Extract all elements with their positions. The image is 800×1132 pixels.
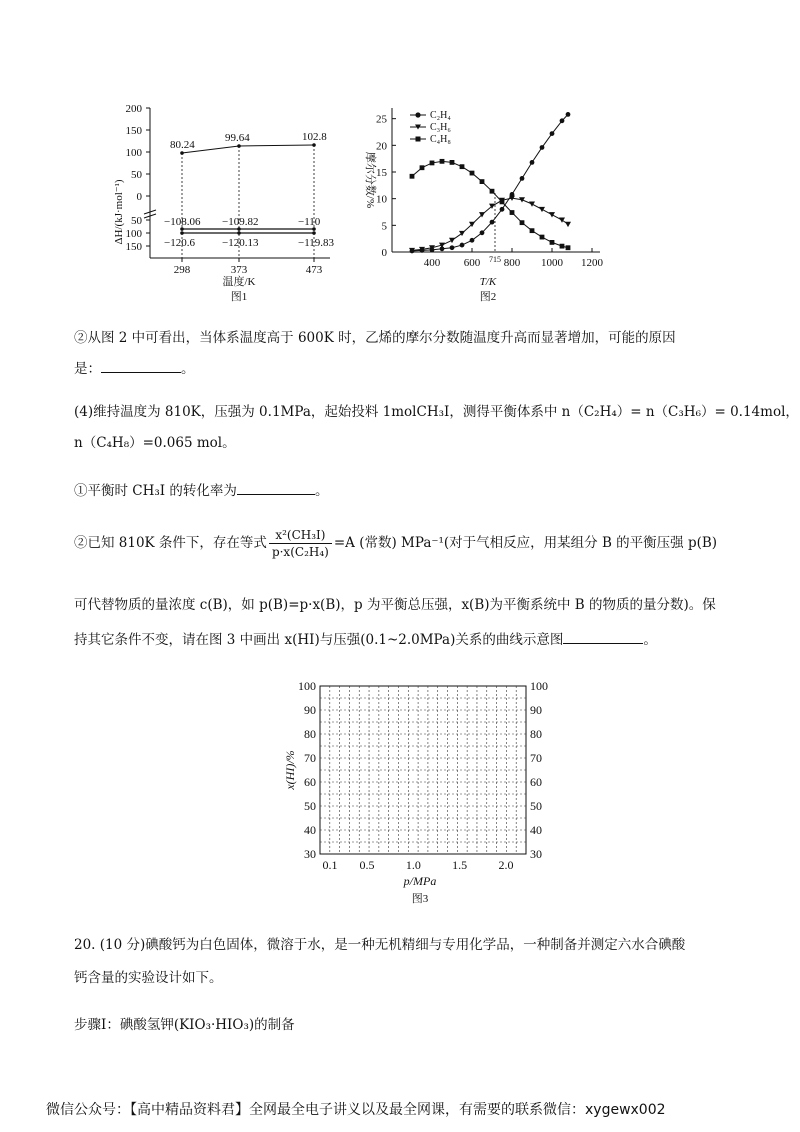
footer-note: 微信公众号：【高中精品资料君】全网最全电子讲义以及最全网课，有需要的联系微信：xygewx002: [46, 1102, 666, 1118]
data-point-C4H8: [520, 220, 525, 225]
data-point-C4H8: [440, 159, 445, 164]
figure-1: [100, 100, 340, 305]
data-point-C3H6: [565, 222, 571, 227]
legend-c2h4: C₂H₄: [430, 110, 451, 121]
data-point-C2H4: [560, 118, 565, 123]
y-tick-label: 50: [131, 169, 142, 181]
x-tick-label: 1200: [581, 257, 603, 269]
data-point-C4H8: [510, 210, 515, 215]
data-point-C4H8: [460, 164, 465, 169]
q4-line2: n（C₄H₈）=0.065 mol。: [74, 435, 236, 451]
y-tick-label-left: 60: [304, 775, 316, 789]
y-tick-label-left: 40: [304, 823, 316, 837]
data-point-C2H4: [460, 243, 465, 248]
fig3-xlabel: p/MPa: [403, 874, 437, 888]
q20-line1: 20. (10 分)碘酸钙为白色固体，微溶于水，是一种无机精细与专用化学品，一种制备并测定六水合碘酸: [74, 937, 686, 953]
y-tick-label: 150: [125, 241, 142, 253]
y-tick-label-right: 80: [530, 727, 542, 741]
fig1-low-label: −120.13: [222, 237, 259, 249]
fig1-point: [237, 231, 241, 235]
q2-line2: [74, 358, 195, 379]
data-point-C4H8: [566, 245, 571, 250]
data-point-C2H4: [470, 238, 475, 243]
step1-title: 步骤Ⅰ：碘酸氢钾(KIO₃·HIO₃)的制备: [74, 1017, 295, 1033]
x-tick-label: 0.1: [322, 858, 338, 872]
q2-suffix: 。: [181, 361, 195, 377]
q4b-line2: 可代替物质的量浓度 c(B)，如 p(B)=p·x(B)，p 为平衡总压强，x(B)为平衡系统中 B 的物质的量分数)。保: [74, 597, 716, 613]
fig2-xlabel: T/K: [479, 276, 497, 288]
q4-line1: (4)维持温度为 810K，压强为 0.1MPa，起始投料 1molCH₃I，测得平衡体系中 n（C₂H₄）= n（C₃H₆）= 0.14mol，: [74, 404, 799, 420]
x-tick-label: 1.5: [452, 858, 468, 872]
legend-c4h8: C₄H₈: [430, 134, 451, 145]
data-point-C2H4: [540, 145, 545, 150]
fig1-low-label: −119.83: [298, 237, 335, 249]
y-tick-label-right: 70: [530, 751, 542, 765]
y-tick-label: 5: [381, 220, 387, 233]
fig1-point: [312, 143, 316, 147]
fig1-upper-label: 80.24: [170, 139, 195, 151]
fraction-numerator: x²(CH₃I): [269, 527, 332, 544]
data-point-C4H8: [450, 160, 455, 165]
fig3-ylabel: x(HI)/%: [283, 750, 297, 790]
fig1-point: [312, 231, 316, 235]
data-point-C4H8: [530, 228, 535, 233]
y-tick-label: 150: [125, 125, 142, 137]
fig1-mid-label: −109.82: [222, 216, 259, 228]
fig1-mid-label: −108.06: [164, 216, 201, 228]
q4b-prefix: ②已知 810K 条件下，存在等式: [74, 535, 267, 551]
y-tick-label-left: 30: [304, 847, 316, 861]
fig2-ylabel: 摩尔分数/%: [364, 151, 376, 209]
data-point-C2H4: [490, 220, 495, 225]
q4a-line: [74, 480, 328, 501]
data-point-C4H8: [470, 171, 475, 176]
fig1-caption: 图1: [230, 291, 248, 303]
x-tick-label: 600: [463, 257, 481, 269]
data-point-C4H8: [420, 165, 425, 170]
fraction-denominator: p·x(C₂H₄): [271, 545, 329, 559]
data-point-C4H8: [560, 244, 565, 249]
y-tick-label: 100: [125, 147, 142, 159]
y-tick-label-right: 40: [530, 823, 542, 837]
x-tick-label: 298: [173, 264, 191, 276]
x-tick-label: 400: [423, 257, 441, 269]
data-point-C4H8: [490, 189, 495, 194]
data-point-C2H4: [500, 207, 505, 212]
q4a-prefix: ①平衡时 CH₃I 的转化率为: [74, 483, 237, 499]
q4b-line3-suffix: 。: [643, 632, 657, 648]
fig1-upper-line: [182, 145, 314, 153]
data-point-C2H4: [566, 112, 571, 117]
x-tick-label: 2.0: [498, 858, 514, 872]
figure-3: [280, 678, 570, 908]
fig1-point: [237, 144, 241, 148]
x-tick-label: 473: [305, 264, 323, 276]
q20-line2: 钙含量的实验设计如下。: [74, 970, 223, 986]
data-point-C4H8: [480, 179, 485, 184]
y-tick-label: 15: [376, 167, 387, 179]
data-point-C3H6: [539, 207, 545, 212]
y-tick-label-left: 70: [304, 751, 316, 765]
q4b-line3-prefix: 持其它条件不变，请在图 3 中画出 x(HI)与压强(0.1~2.0MPa)关系的曲线示意图: [74, 632, 564, 648]
fig1-ylabel: ΔH/(kJ·mol⁻¹): [113, 179, 125, 245]
y-tick-label: 0: [136, 191, 142, 203]
y-tick-label: 100: [125, 228, 142, 240]
y-tick-label-left: 80: [304, 727, 316, 741]
x-tick-label: 0.5: [359, 858, 375, 872]
y-tick-label-right: 30: [530, 847, 542, 861]
data-point-C3H6: [549, 212, 555, 217]
y-tick-label-right: 90: [530, 703, 542, 717]
data-point-C4H8: [410, 174, 415, 179]
data-point-C2H4: [520, 176, 525, 181]
q2-line1: ②从图 2 中可看出，当体系温度高于 600K 时，乙烯的摩尔分数随温度升高而显著增加，可能的原因: [74, 330, 676, 346]
fig1-upper-label: 99.64: [225, 132, 250, 144]
y-tick-label: 10: [376, 193, 387, 206]
fig1-mid-label: −110: [298, 216, 321, 228]
x-tick-label: 1000: [541, 257, 563, 269]
y-tick-label: 20: [376, 140, 387, 153]
y-tick-label: 0: [381, 247, 387, 259]
data-point-C4H8: [550, 240, 555, 245]
y-tick-label-left: 50: [304, 799, 316, 813]
data-point-C3H6: [449, 238, 455, 243]
q4b-line3: [74, 629, 657, 650]
y-tick-label: 200: [125, 103, 142, 115]
fig1-xlabel: 温度/K: [222, 276, 256, 288]
data-point-C2H4: [530, 160, 535, 165]
data-point-C2H4: [450, 245, 455, 250]
x-tick-label: 1.0: [405, 858, 421, 872]
y-tick-label-left: 90: [304, 703, 316, 717]
fig1-point: [180, 231, 184, 235]
fig3-caption: 图3: [411, 893, 429, 905]
q2-prefix: 是：: [74, 361, 101, 377]
answer-blank[interactable]: [563, 629, 643, 644]
answer-blank[interactable]: [101, 358, 181, 373]
x-tick-label: 800: [503, 257, 521, 269]
y-tick-label-right: 100: [530, 679, 548, 693]
fig1-upper-label: 102.8: [302, 131, 327, 143]
legend-c3h6: C₃H₆: [430, 122, 451, 133]
y-tick-label-right: 60: [530, 775, 542, 789]
equation-fraction: [269, 527, 332, 560]
fig2-annotation: 715: [489, 255, 501, 264]
y-tick-label: 50: [131, 215, 142, 227]
y-tick-label: 25: [376, 113, 387, 126]
fig2-legend: [410, 110, 451, 145]
fig1-point: [180, 151, 184, 155]
q4b-suffix: =A (常数) MPa⁻¹(对于气相反应，用某组分 B 的平衡压强 p(B): [333, 535, 718, 551]
x-tick-label: 373: [230, 264, 248, 276]
fig2-caption: 图2: [479, 291, 497, 303]
figure-2: [360, 100, 610, 305]
data-point-C4H8: [540, 235, 545, 240]
y-tick-label-left: 100: [298, 679, 316, 693]
y-tick-label-right: 50: [530, 799, 542, 813]
data-point-C4H8: [430, 161, 435, 166]
data-point-C2H4: [550, 131, 555, 136]
fig1-low-label: −120.6: [164, 237, 195, 249]
data-point-C2H4: [480, 230, 485, 235]
data-point-C3H6: [529, 202, 535, 207]
q4a-suffix: 。: [314, 483, 329, 499]
answer-blank[interactable]: [237, 480, 315, 495]
data-point-C4H8: [500, 199, 505, 204]
q4b-line1: [74, 524, 717, 562]
